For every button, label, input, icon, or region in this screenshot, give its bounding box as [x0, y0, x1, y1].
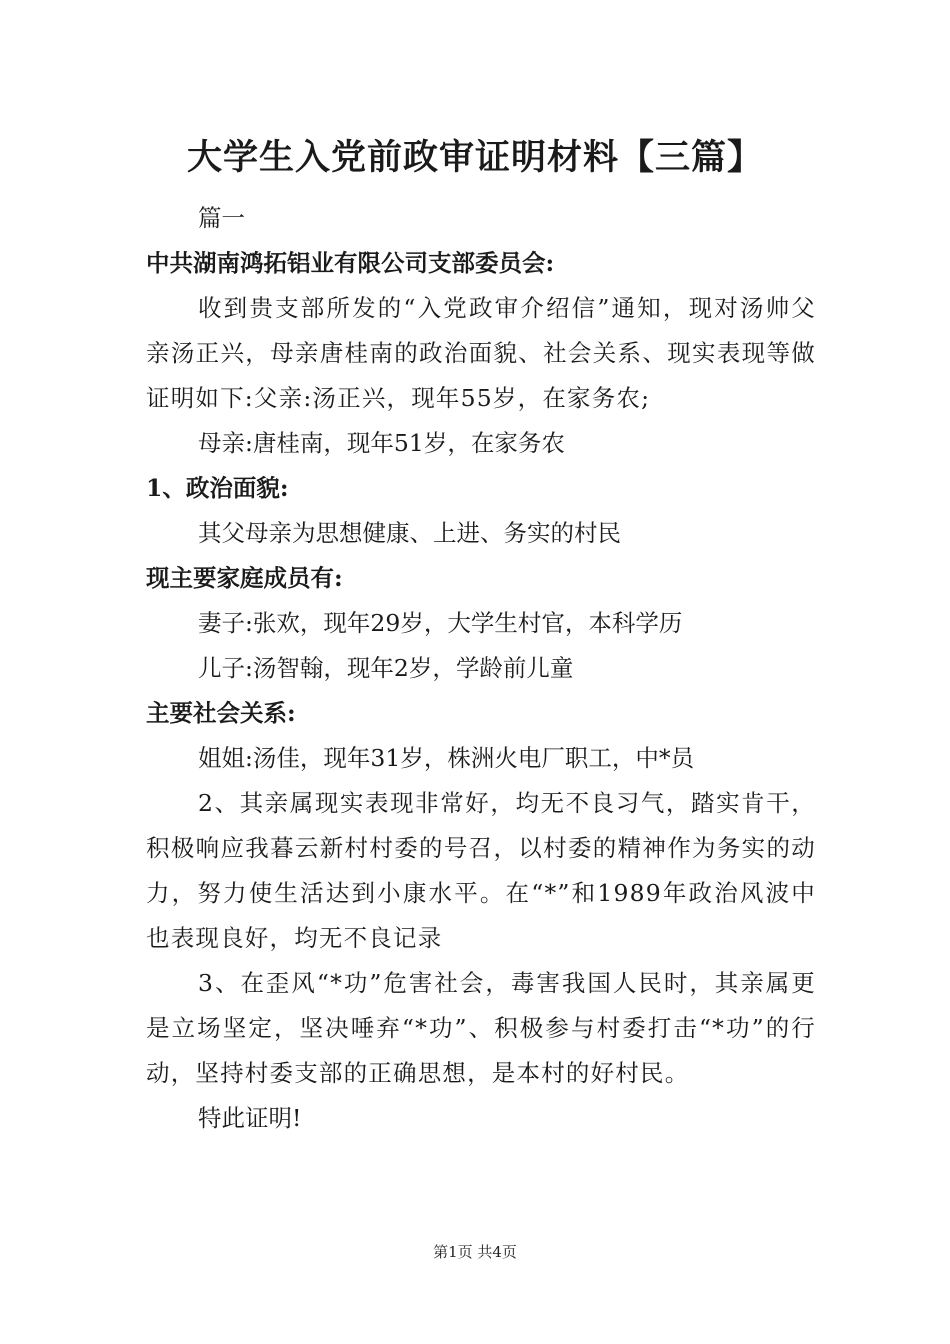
- document-body: [146, 196, 816, 1141]
- family-wife: 妻子:张欢，现年29岁，大学生村官，本科学历: [198, 609, 683, 637]
- closing-line: 特此证明!: [198, 1104, 302, 1132]
- political-heading: 1、政治面貌:: [146, 474, 289, 502]
- section-label: 篇一: [198, 204, 245, 232]
- social-heading: 主要社会关系:: [146, 699, 296, 727]
- social-sister: 姐姐:汤佳，现年31岁，株洲火电厂职工，中*员: [198, 744, 695, 772]
- family-son: 儿子:汤智翰，现年2岁，学龄前儿童: [198, 654, 574, 682]
- addressee: 中共湖南鸿拓铝业有限公司支部委员会:: [146, 249, 555, 277]
- page-footer: 第1页 共4页: [433, 1243, 517, 1261]
- mother-line: 母亲:唐桂南，现年51岁，在家务农: [198, 429, 565, 457]
- intro-paragraph: 收到贵支部所发的“入党政审介绍信”通知，现对汤帅父亲汤正兴，母亲唐桂南的政治面貌、社会关系、现实表现等做证明如下:父亲:汤正兴，现年55岁，在家务农;: [146, 294, 816, 412]
- point-3-paragraph: 3、在歪风“*功”危害社会，毒害我国人民时，其亲属更是立场坚定，坚决唾弃“*功”、积极参与村委打击“*功”的行动，坚持村委支部的正确思想，是本村的好村民。: [146, 969, 816, 1087]
- family-heading: 现主要家庭成员有:: [146, 564, 343, 592]
- page-title: 大学生入党前政审证明材料【三篇】: [186, 137, 763, 178]
- political-text: 其父母亲为思想健康、上进、务实的村民: [198, 519, 621, 547]
- point-2-paragraph: 2、其亲属现实表现非常好，均无不良习气，踏实肯干，积极响应我暮云新村村委的号召，以村委的精神作为务实的动力，努力使生活达到小康水平。在“*”和1989年政治风波中也表现良好，均无不良记录: [146, 789, 816, 952]
